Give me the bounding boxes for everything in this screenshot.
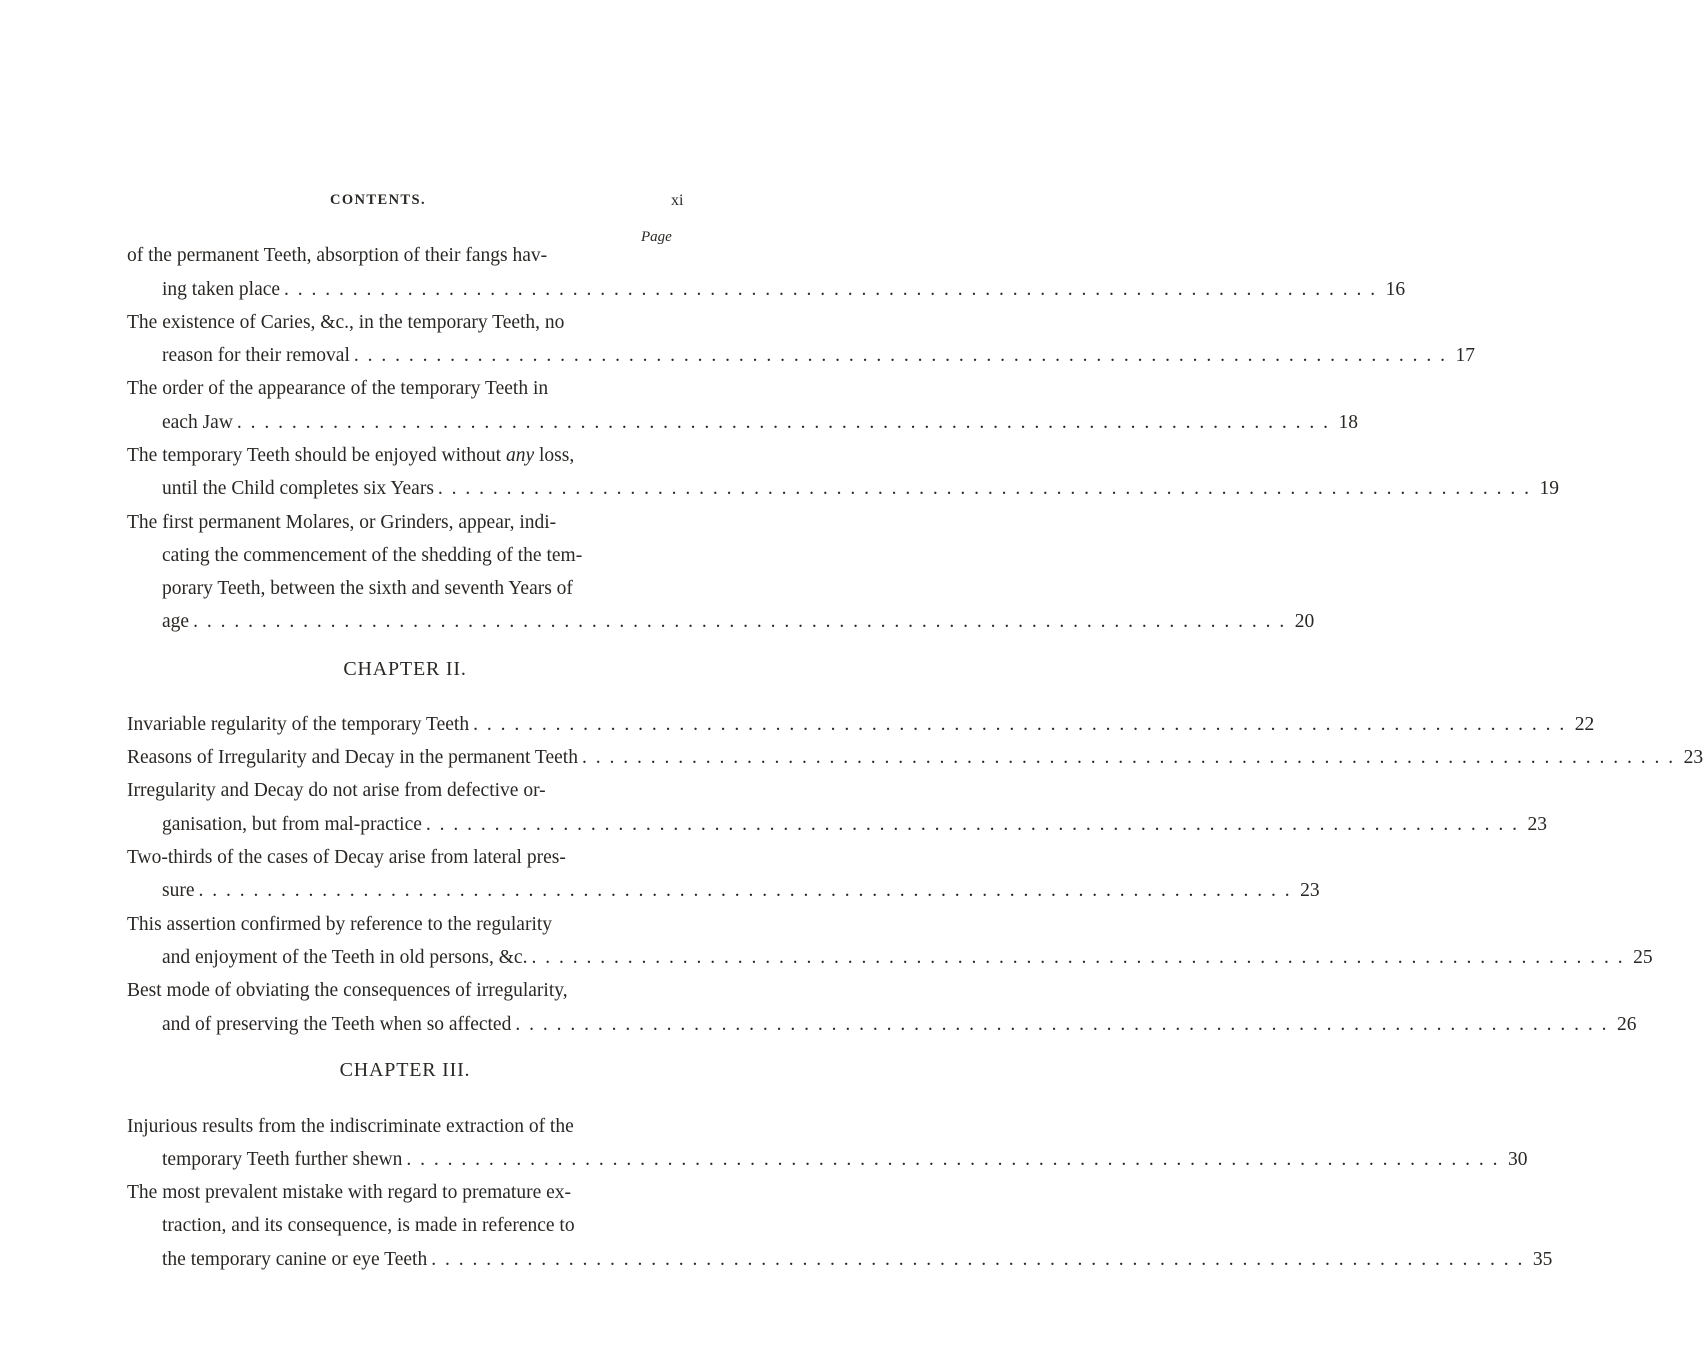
running-header <box>0 192 800 216</box>
dot-leader: . . . . . . . . . . . . . . . . . . . . . . . . . . . . . . . . . . . . . . . . . . . . . . . . . . . . . . . . . . . . . . . . . . . . . . . . . . . . . . . . <box>284 279 1378 300</box>
chapter-heading-2: CHAPTER II. <box>343 658 467 680</box>
dot-leader: . . . . . . . . . . . . . . . . . . . . . . . . . . . . . . . . . . . . . . . . . . . . . . . . . . . . . . . . . . . . . . . . . . . . . . . . . . . . . . . . <box>437 478 1532 499</box>
toc-entry-text: The existence of Caries, &c., in the temporary Teeth, no <box>127 312 565 333</box>
toc-entry-line <box>162 814 1548 835</box>
toc-entry-text: The order of the appearance of the temporary Teeth in <box>127 378 549 399</box>
toc-entry-line <box>127 513 682 533</box>
toc-entry-text: Two-thirds of the cases of Decay arise from lateral pres- <box>127 847 566 868</box>
page-number: xi <box>671 192 684 209</box>
toc-entry-line <box>162 880 1320 901</box>
toc-entry-line <box>162 1014 1637 1035</box>
toc-entry-line <box>127 246 682 266</box>
dot-leader: . . . . . . . . . . . . . . . . . . . . . . . . . . . . . . . . . . . . . . . . . . . . . . . . . . . . . . . . . . . . . . . . . . . . . . . . . . . . . . . . <box>473 714 1567 735</box>
toc-entry-line <box>162 546 682 566</box>
toc-entry-line <box>127 915 682 935</box>
toc-entry-line <box>127 313 682 333</box>
toc-entry-line <box>127 848 682 868</box>
toc-entry-line <box>162 345 1476 366</box>
dot-leader: . . . . . . . . . . . . . . . . . . . . . . . . . . . . . . . . . . . . . . . . . . . . . . . . . . . . . . . . . . . . . . . . . . . . . . . . . . . . . . . . <box>353 345 1448 366</box>
toc-entry-text: sure <box>162 880 195 901</box>
toc-page-number: 30 <box>1507 1149 1528 1170</box>
toc-entry-text: The first permanent Molares, or Grinders, appear, indi- <box>127 512 557 533</box>
toc-entry-text: each Jaw <box>162 412 233 433</box>
dot-leader: . . . . . . . . . . . . . . . . . . . . . . . . . . . . . . . . . . . . . . . . . . . . . . . . . . . . . . . . . . . . . . . . . . . . . . . . . . . . . . . . <box>406 1149 1500 1170</box>
toc-entry-text: until the Child completes six Years <box>162 478 434 499</box>
toc-entry-text: ing taken place <box>162 279 281 300</box>
toc-entry-text: The most prevalent mistake with regard to premature ex- <box>127 1182 572 1203</box>
dot-leader: . . . . . . . . . . . . . . . . . . . . . . . . . . . . . . . . . . . . . . . . . . . . . . . . . . . . . . . . . . . . . . . . . . . . . . . . . . . . . . . . <box>531 947 1625 968</box>
page-column-label: Page <box>641 229 672 245</box>
toc-entry-line <box>162 279 1406 300</box>
toc-entry-text: Irregularity and Decay do not arise from defective or- <box>127 780 546 801</box>
toc-entry-line <box>162 478 1560 499</box>
toc-entry-line <box>162 1216 682 1236</box>
toc-page-number: 23 <box>1683 747 1703 768</box>
toc-page-number: 17 <box>1455 345 1476 366</box>
toc-entry-line <box>127 379 682 399</box>
dot-leader: . . . . . . . . . . . . . . . . . . . . . . . . . . . . . . . . . . . . . . . . . . . . . . . . . . . . . . . . . . . . . . . . . . . . . . . . . . . . . . . . <box>431 1249 1525 1270</box>
toc-entry-text: and enjoyment of the Teeth in old persons, &c. <box>162 947 528 968</box>
toc-entry-text: cating the commencement of the shedding of the tem- <box>162 545 583 566</box>
toc-entry-text: ganisation, but from mal-practice <box>162 814 422 835</box>
dot-leader: . . . . . . . . . . . . . . . . . . . . . . . . . . . . . . . . . . . . . . . . . . . . . . . . . . . . . . . . . . . . . . . . . . . . . . . . . . . . . . . . <box>198 880 1292 901</box>
toc-entry-text: Invariable regularity of the temporary Teeth <box>127 714 470 735</box>
toc-entry-text: Reasons of Irregularity and Decay in the permanent Teeth <box>127 747 578 768</box>
toc-entry-line <box>127 446 682 466</box>
toc-entry-text: temporary Teeth further shewn <box>162 1149 403 1170</box>
toc-page-number: 19 <box>1539 478 1560 499</box>
toc-page-number: 20 <box>1294 611 1315 632</box>
toc-entry-line <box>162 947 1653 968</box>
dot-leader: . . . . . . . . . . . . . . . . . . . . . . . . . . . . . . . . . . . . . . . . . . . . . . . . . . . . . . . . . . . . . . . . . . . . . . . . . . . . . . . . <box>236 412 1331 433</box>
toc-page-number: 22 <box>1574 714 1595 735</box>
toc-entry-line <box>127 981 682 1001</box>
toc-entry-line <box>162 579 682 599</box>
toc-page-number: 26 <box>1616 1014 1637 1035</box>
toc-entry-line <box>162 611 1315 632</box>
toc-entry-line <box>162 412 1359 433</box>
toc-entry-line <box>162 1149 1528 1170</box>
dot-leader: . . . . . . . . . . . . . . . . . . . . . . . . . . . . . . . . . . . . . . . . . . . . . . . . . . . . . . . . . . . . . . . . . . . . . . . . . . . . . . . . <box>425 814 1520 835</box>
chapter-heading-3: CHAPTER III. <box>339 1059 471 1081</box>
toc-page-number: 23 <box>1527 814 1548 835</box>
toc-page-number: 16 <box>1385 279 1406 300</box>
toc-page-number: 18 <box>1338 412 1359 433</box>
toc-entry-text: traction, and its consequence, is made in reference to <box>162 1215 575 1236</box>
toc-entry-text: and of preserving the Teeth when so affected <box>162 1014 512 1035</box>
toc-entry-line <box>127 1183 682 1203</box>
toc-entry-text: reason for their removal <box>162 345 350 366</box>
dot-leader: . . . . . . . . . . . . . . . . . . . . . . . . . . . . . . . . . . . . . . . . . . . . . . . . . . . . . . . . . . . . . . . . . . . . . . . . . . . . . . . . <box>581 747 1676 768</box>
toc-entry-line <box>127 747 1703 768</box>
toc-page-number: 25 <box>1633 947 1653 968</box>
toc-entry-text: the temporary canine or eye Teeth <box>162 1249 428 1270</box>
toc-entry-text: of the permanent Teeth, absorption of their fangs hav- <box>127 245 548 266</box>
toc-entry-line <box>127 714 1595 735</box>
toc-entry-line <box>127 781 682 801</box>
dot-leader: . . . . . . . . . . . . . . . . . . . . . . . . . . . . . . . . . . . . . . . . . . . . . . . . . . . . . . . . . . . . . . . . . . . . . . . . . . . . . . . . <box>193 611 1287 632</box>
dot-leader: . . . . . . . . . . . . . . . . . . . . . . . . . . . . . . . . . . . . . . . . . . . . . . . . . . . . . . . . . . . . . . . . . . . . . . . . . . . . . . . . <box>515 1014 1609 1035</box>
running-title: CONTENTS. <box>330 192 426 208</box>
toc-entry-text: porary Teeth, between the sixth and seventh Years of <box>162 578 573 599</box>
toc-entry-text: Injurious results from the indiscriminate extraction of the <box>127 1116 574 1137</box>
toc-entry-line <box>162 1249 1553 1270</box>
toc-page-number: 35 <box>1532 1249 1553 1270</box>
toc-entry-text: The temporary Teeth should be enjoyed without any loss, <box>127 445 575 466</box>
toc-entry-text: age <box>162 611 190 632</box>
toc-entry-text: This assertion confirmed by reference to the regularity <box>127 914 553 935</box>
toc-page-number: 23 <box>1300 880 1320 901</box>
toc-entry-line <box>127 1117 682 1137</box>
toc-entry-text: Best mode of obviating the consequences of irregularity, <box>127 980 568 1001</box>
